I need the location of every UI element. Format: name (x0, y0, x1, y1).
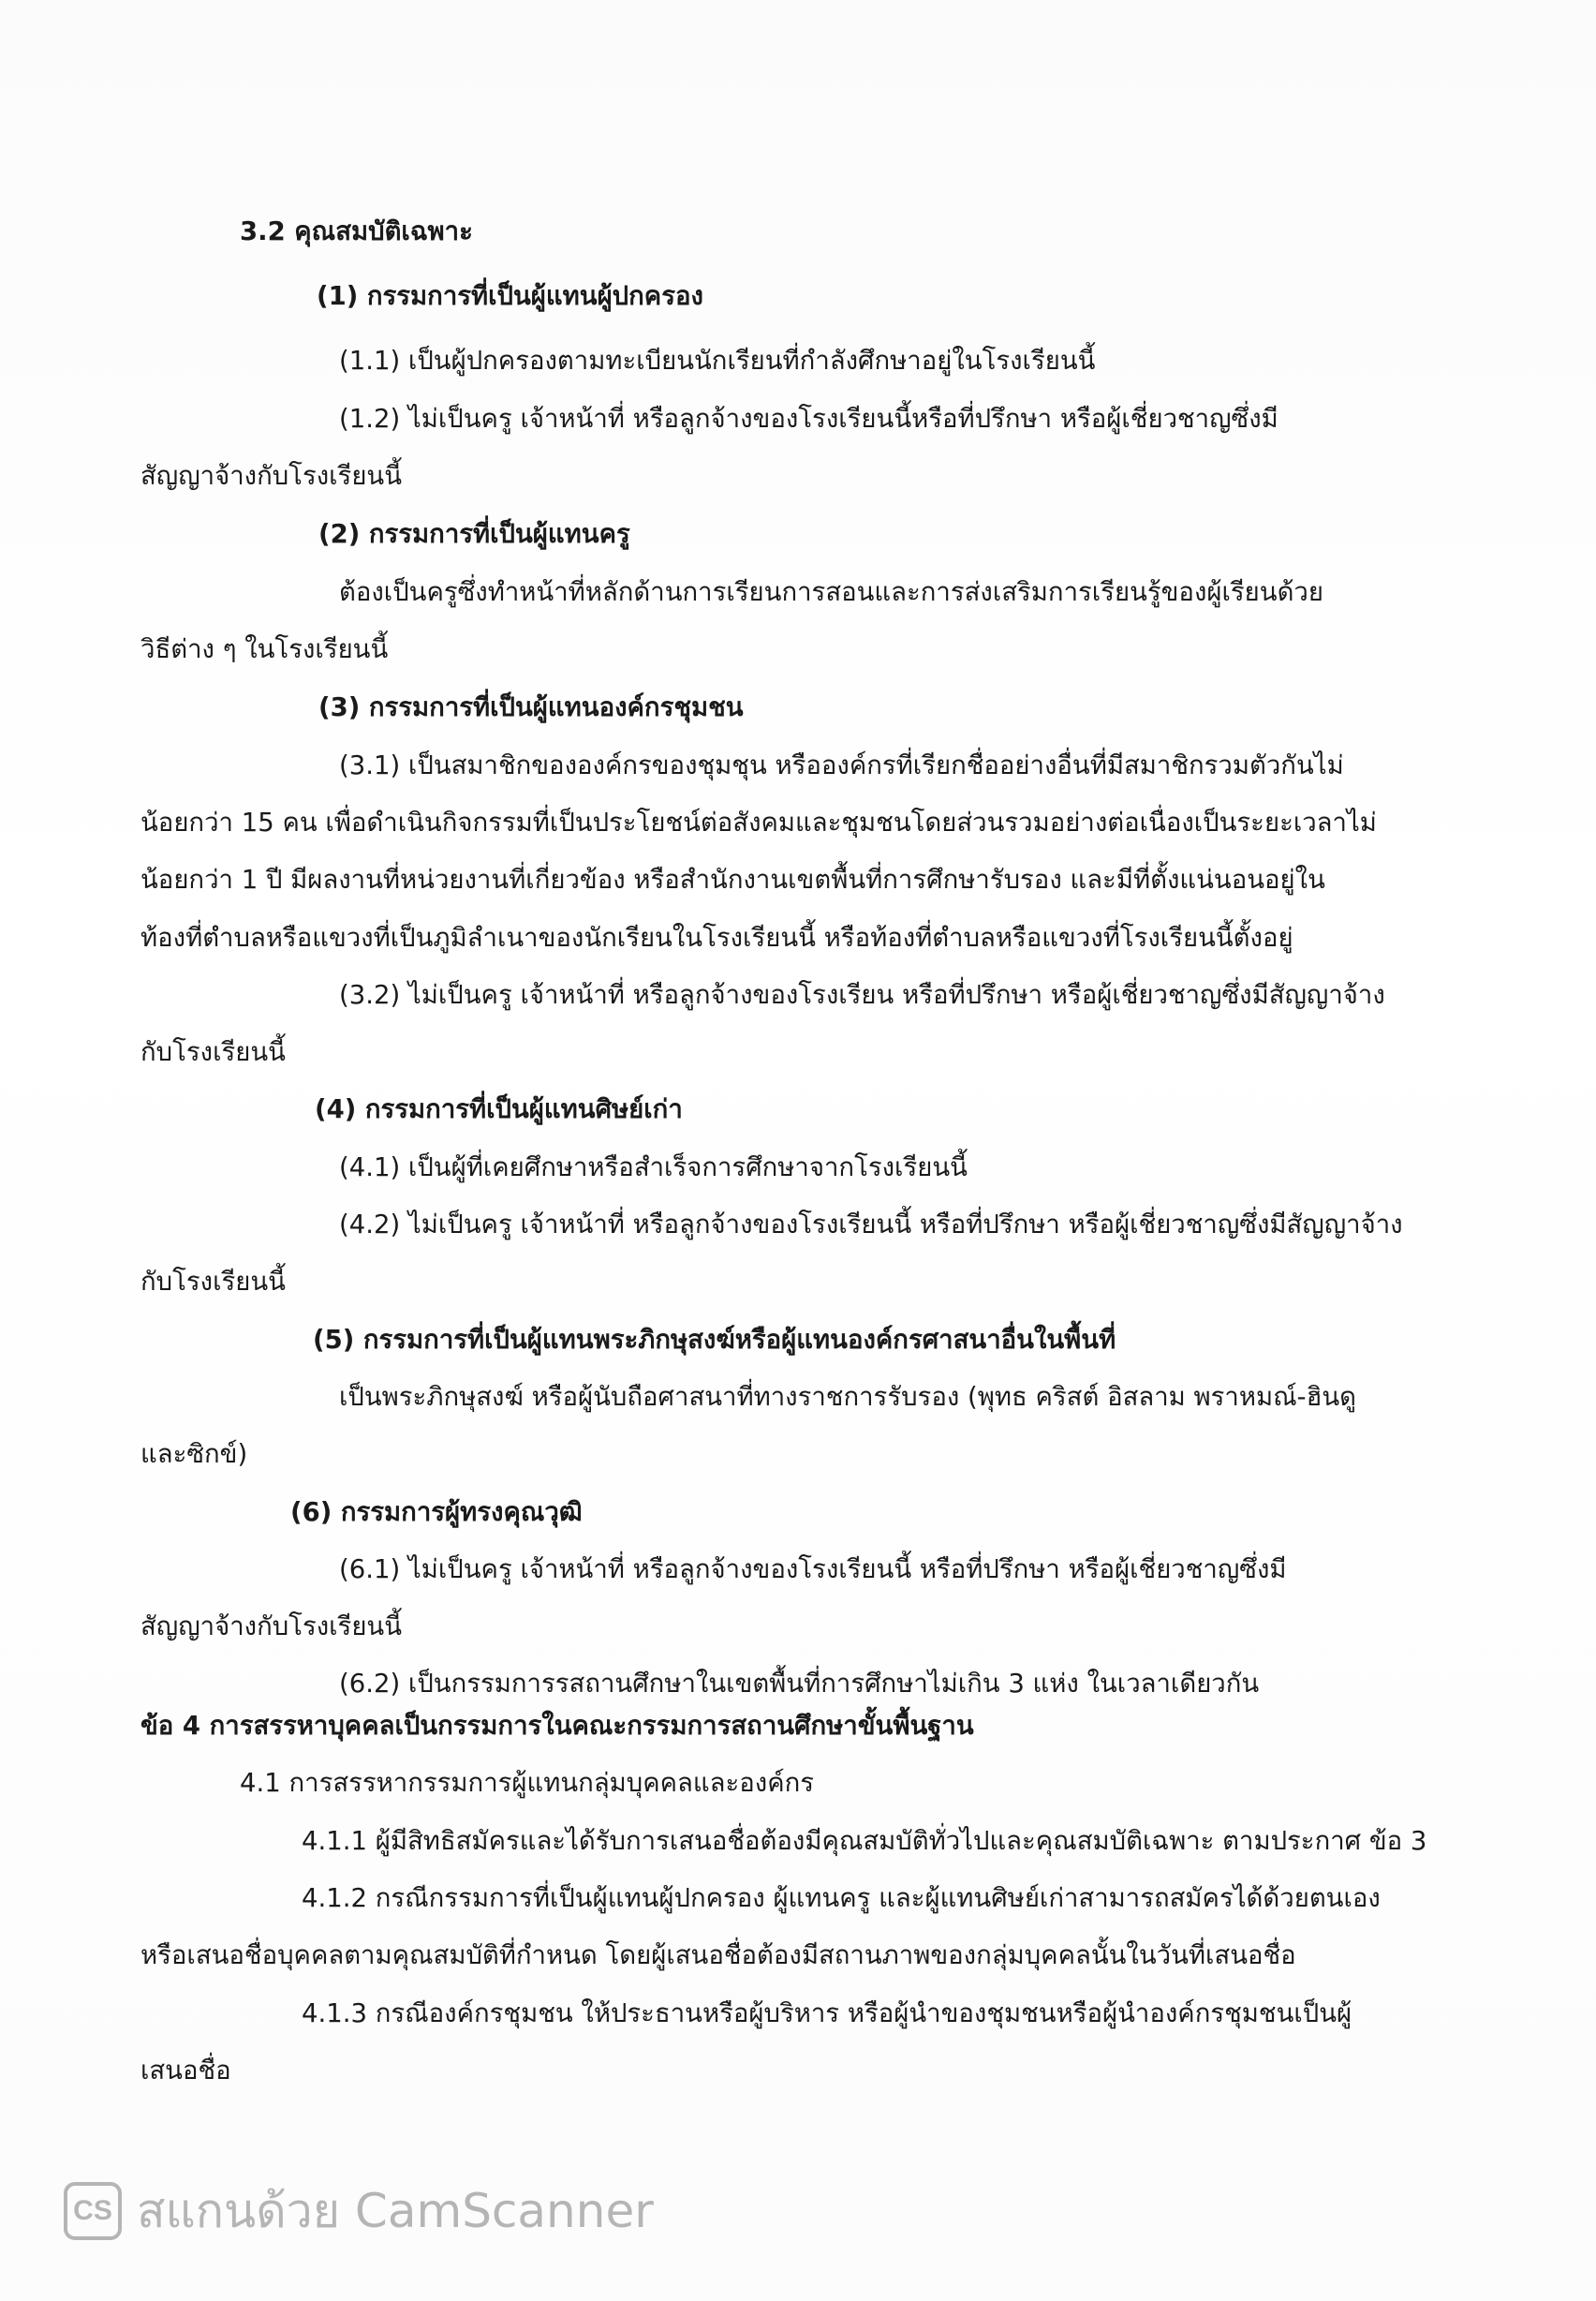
subheading-community-rep: (3) กรรมการที่เป็นผู้แทนองค์กรชุมชน (318, 692, 744, 722)
paragraph-line: กับโรงเรียนนี้ (140, 1037, 286, 1067)
section-heading-article-4: ข้อ 4 การสรรหาบุคคลเป็นกรรมการในคณะกรรมการสถานศึกษาขั้นพื้นฐาน (140, 1711, 974, 1741)
paragraph-line: ต้องเป็นครูซึ่งทำหน้าที่หลักด้านการเรียนการสอนและการส่งเสริมการเรียนรู้ของผู้เรียนด้วย (339, 577, 1323, 607)
paragraph-line: (6.2) เป็นกรรมการรสถานศึกษาในเขตพื้นที่การศึกษาไม่เกิน 3 แห่ง ในเวลาเดียวกัน (339, 1669, 1260, 1699)
paragraph-line: สัญญาจ้างกับโรงเรียนนี้ (140, 461, 403, 491)
paragraph-line: หรือเสนอชื่อบุคคลตามคุณสมบัติที่กำหนด โดยผู้เสนอชื่อต้องมีสถานภาพของกลุ่มบุคคลนั้นในวันที่เสนอชื่อ (140, 1940, 1296, 1970)
paragraph-line: (4.1) เป็นผู้ที่เคยศึกษาหรือสำเร็จการศึกษาจากโรงเรียนนี้ (339, 1152, 968, 1182)
paragraph-line: ท้องที่ตำบลหรือแขวงที่เป็นภูมิลำเนาของนักเรียนในโรงเรียนนี้ หรือท้องที่ตำบลหรือแขวงที่โรงเรียนนี้ตั้งอยู่ (140, 923, 1293, 953)
subheading-teacher-rep: (2) กรรมการที่เป็นผู้แทนครู (318, 519, 630, 549)
paragraph-line: 4.1 การสรรหากรรมการผู้แทนกลุ่มบุคคลและองค์กร (240, 1768, 815, 1798)
section-heading-3-2: 3.2 คุณสมบัติเฉพาะ (240, 216, 473, 246)
paragraph-line: วิธีต่าง ๆ ในโรงเรียนนี้ (140, 634, 389, 664)
paragraph-line: 4.1.2 กรณีกรรมการที่เป็นผู้แทนผู้ปกครอง ผู้แทนครู และผู้แทนศิษย์เก่าสามารถสมัครได้ด้วยตนเอง (302, 1883, 1381, 1913)
paragraph-line: (1.2) ไม่เป็นครู เจ้าหน้าที่ หรือลูกจ้างของโรงเรียนนี้หรือที่ปรึกษา หรือผู้เชี่ยวชาญซึ่งมี (339, 404, 1278, 434)
paragraph-line: (3.2) ไม่เป็นครู เจ้าหน้าที่ หรือลูกจ้างของโรงเรียน หรือที่ปรึกษา หรือผู้เชี่ยวชาญซึ่งมีสัญญาจ้าง (339, 980, 1385, 1010)
paragraph-line: (3.1) เป็นสมาชิกขององค์กรของชุมชุน หรือองค์กรที่เรียกชื่ออย่างอื่นที่มีสมาชิกรวมตัวกันไม่ (339, 750, 1344, 780)
paragraph-line: สัญญาจ้างกับโรงเรียนนี้ (140, 1611, 403, 1641)
paragraph-line: 4.1.1 ผู้มีสิทธิสมัครและได้รับการเสนอชื่อต้องมีคุณสมบัติทั่วไปและคุณสมบัติเฉพาะ ตามประกาศ ข้อ 3 (302, 1826, 1427, 1856)
camscanner-watermark (64, 2178, 654, 2244)
paragraph-line: 4.1.3 กรณีองค์กรชุมชน ให้ประธานหรือผู้บริหาร หรือผู้นำของชุมชนหรือผู้นำองค์กรชุมชนเป็นผู้ (302, 1998, 1352, 2028)
watermark-text: สแกนด้วย CamScanner (137, 2184, 654, 2238)
paragraph-line: เสนอชื่อ (140, 2056, 231, 2086)
paragraph-line: น้อยกว่า 1 ปี มีผลงานที่หน่วยงานที่เกี่ยวข้อง หรือสำนักงานเขตพื้นที่การศึกษารับรอง และมีที่ตั้งแน่นอนอยู่ใน (140, 865, 1325, 895)
paragraph-line: (1.1) เป็นผู้ปกครองตามทะเบียนนักเรียนที่กำลังศึกษาอยู่ในโรงเรียนนี้ (339, 346, 1096, 376)
paragraph-line: กับโรงเรียนนี้ (140, 1267, 286, 1297)
subheading-alumni-rep: (4) กรรมการที่เป็นผู้แทนศิษย์เก่า (315, 1094, 683, 1124)
paragraph-line: (4.2) ไม่เป็นครู เจ้าหน้าที่ หรือลูกจ้างของโรงเรียนนี้ หรือที่ปรึกษา หรือผู้เชี่ยวชาญซึ่งมีสัญญาจ้าง (339, 1210, 1403, 1240)
paragraph-line: น้อยกว่า 15 คน เพื่อดำเนินกิจกรรมที่เป็นประโยชน์ต่อสังคมและชุมชนโดยส่วนรวมอย่างต่อเนื่องเป็นระยะเวลาไม่ (140, 808, 1377, 838)
subheading-parent-rep: (1) กรรมการที่เป็นผู้แทนผู้ปกครอง (317, 281, 703, 311)
subheading-religious-rep: (5) กรรมการที่เป็นผู้แทนพระภิกษุสงฆ์หรือผู้แทนองค์กรศาสนาอื่นในพื้นที่ (313, 1325, 1116, 1355)
paragraph-line: (6.1) ไม่เป็นครู เจ้าหน้าที่ หรือลูกจ้างของโรงเรียนนี้ หรือที่ปรึกษา หรือผู้เชี่ยวชาญซึ่งมี (339, 1554, 1287, 1584)
paragraph-line: เป็นพระภิกษุสงฆ์ หรือผู้นับถือศาสนาที่ทางราชการรับรอง (พุทธ คริสต์ อิสลาม พราหมณ์-ฮินดู (339, 1382, 1357, 1412)
subheading-qualified-member: (6) กรรมการผู้ทรงคุณวุฒิ (290, 1497, 583, 1527)
camscanner-logo-icon: CS (64, 2182, 122, 2240)
paragraph-line: และซิกข์) (140, 1439, 248, 1469)
